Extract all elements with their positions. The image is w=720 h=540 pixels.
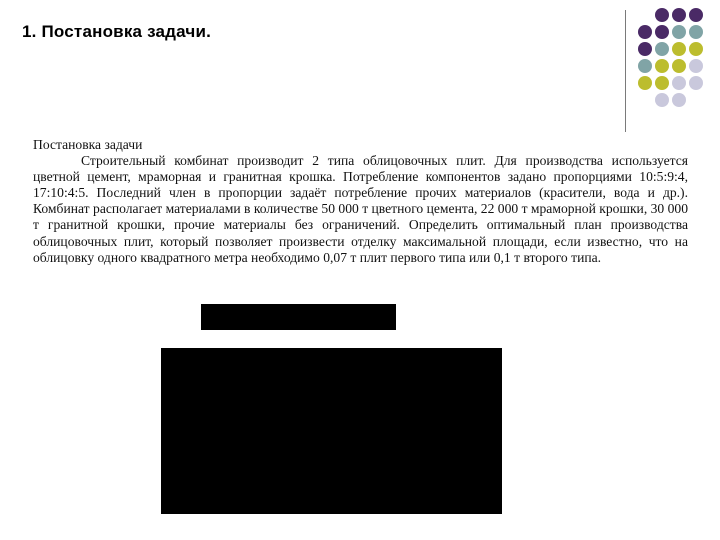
dot-spacer <box>638 8 652 22</box>
decorative-dot-olive <box>672 42 686 56</box>
slide-title: 1. Постановка задачи. <box>22 22 212 41</box>
decorative-dot-olive <box>638 76 652 90</box>
decorative-dot-olive <box>655 59 669 73</box>
decorative-dot-lavender <box>672 93 686 107</box>
problem-paragraph: Строительный комбинат производит 2 типа облицовочных плит. Для производства используется цветной цемент, мраморная и гранитная крошка. Потребление компонентов задано пропорциями 10:5:9:4, 17:10:4:5. Последний член в пропорции задаёт потребление прочих материалов (красители, вода и др.). Комбинат располагает материалами в количестве 50 000 т цветного цемента, 22 000 т мраморной крошки, 30 000 т гранитной крошки, прочие материалы без ограничений. Определить оптимальный план производства облицовочных плит, который позволяет произвести отделку максимальной площади, если известно, что на облицовку одного квадратного метра необходимо 0,07 т плит первого типа или 0,1 т второго типа. <box>33 153 689 265</box>
decorative-dot-lavender <box>655 93 669 107</box>
decorative-dot-olive <box>672 59 686 73</box>
decorative-dot-purple <box>655 25 669 39</box>
problem-statement <box>33 137 688 266</box>
redacted-table-image <box>161 348 502 514</box>
problem-heading: Постановка задачи <box>33 137 143 152</box>
decorative-dot-purple <box>672 8 686 22</box>
decorative-dot-purple <box>638 25 652 39</box>
decorative-dot-purple <box>655 8 669 22</box>
decorative-dot-teal <box>638 59 652 73</box>
decorative-dot-teal <box>689 25 703 39</box>
decorative-dot-purple <box>689 8 703 22</box>
dot-spacer <box>689 93 703 107</box>
decorative-dot-lavender <box>689 76 703 90</box>
decorative-dot-teal <box>672 25 686 39</box>
decorative-dot-olive <box>689 42 703 56</box>
decorative-dot-lavender <box>672 76 686 90</box>
decorative-dot-teal <box>655 42 669 56</box>
decorative-dot-grid <box>638 8 704 108</box>
decorative-dot-purple <box>638 42 652 56</box>
redacted-formula-bar <box>201 304 396 330</box>
decorative-dot-lavender <box>689 59 703 73</box>
decorative-dot-olive <box>655 76 669 90</box>
dot-spacer <box>638 93 652 107</box>
vertical-divider <box>625 10 626 132</box>
